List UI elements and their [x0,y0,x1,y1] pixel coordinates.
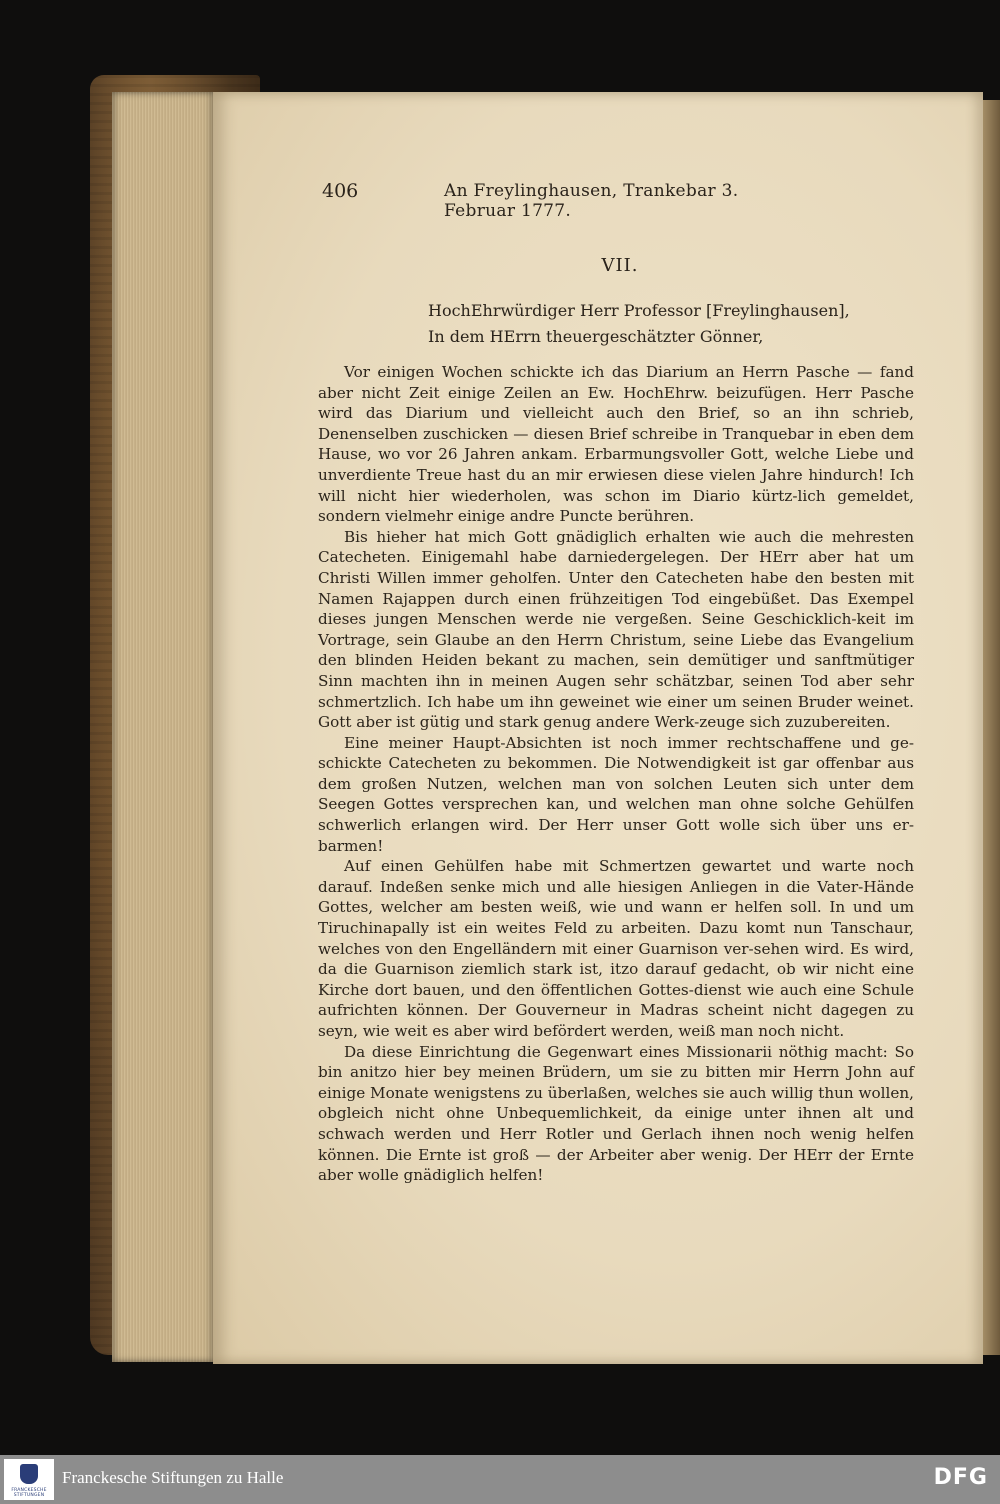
institution-name: Franckesche Stiftungen zu Halle [62,1468,284,1487]
page-number: 406 [322,180,359,202]
running-head [322,180,802,221]
salutation-line-1: HochEhrwürdiger Herr Professor [Freylinghausen], [428,301,850,320]
paragraph: Eine meiner Haupt-Absichten ist noch immer rechtschaffene und ge-schickte Catecheten zu bekommen. Die Notwendigkeit ist gar offenbar aus dem großen Nutzen, welchen man von solchen Leuten sich unter dem Seegen Gottes versprechen kan, und welchen man ohne solche Gehülfen schwerlich erlangen wird. Der Herr unser Gott wolle sich über uns er-barmen! [318,733,914,855]
salutation [330,298,900,350]
paragraph: Bis hieher hat mich Gott gnädiglich erhalten wie auch die mehresten Catecheten. Einigemahl habe darniedergelegen. Der HErr aber hat um Christi Willen immer geholfen. Unter den Catecheten habe den besten mit Namen Rajappen durch einen frühzeitigen Tod eingebüßet. Das Exempel dieses jungen Menschen werde nie vergeßen. Seine Geschicklich-keit im Vortrage, sein Glaube an den Herrn Christum, seine Liebe das Evangelium den blinden Heiden bekant zu machen, sein demütiger und sanftmütiger Sinn machten ihn in meinen Augen sehr schätzbar, seinen Tod aber sehr schmertzlich. Ich habe um ihn geweinet wie einer um seinen Bruder weinet. Gott aber ist gütig und stark genug andere Werk-zeuge sich zuzubereiten. [318,527,914,732]
crest-icon [20,1464,38,1484]
paragraph: Auf einen Gehülfen habe mit Schmertzen gewartet und warte noch darauf. Indeßen senke mich und alle hiesigen Anliegen in die Vater-Hände Gottes, welcher am besten weiß, wie und wann er helfen soll. In und um Tiruchinapally ist ein weites Feld zu arbeiten. Dazu komt nun Tanschaur, welches von den Engelländern mit einer Guarnison ver-sehen wird. Es wird, da die Guarnison ziemlich stark ist, itzo darauf gedacht, ob wir nicht eine Kirche dort bauen, und den öffentlichen Gottes-dienst wie auch eine Schule aufrichten können. Der Gouverneur in Madras scheint nicht dagegen zu seyn, wie weit es aber wird befördert werden, weiß man noch nicht. [318,857,914,1040]
salutation-line-2: In dem HErrn theuergeschätzter Gönner, [428,327,764,346]
logo-caption: FRANCKESCHE STIFTUNGEN [11,1488,47,1498]
paragraph: Da diese Einrichtung die Gegenwart eines Missionarii nöthig macht: So bin anitzo hier bey meinen Brüdern, um sie zu bitten mir Herrn John auf einige Monate wenigstens zu überlaßen, welches sie auch willig thun wollen, obgleich nicht ohne Unbequemlichkeit, da einige unter ihnen alt und schwach werden und Herr Rotler und Gerlach ihnen noch wenig helfen können. Die Ernte ist groß — der Arbeiter aber wenig. Der HErr der Ernte aber wolle gnädiglich helfen! [318,1042,914,1185]
page-edges [112,92,217,1362]
institution-logo[interactable] [4,1459,54,1500]
dfg-logo[interactable]: DFG [933,1465,988,1490]
running-head-text: An Freylinghausen, Trankebar 3. Februar 1777. [444,181,739,221]
paragraph: Vor einigen Wochen schickte ich das Diarium an Herrn Pasche — fand aber nicht Zeit einige Zeilen an Ew. HochEhrw. beizufügen. Herr Pasche wird das Diarium und vielleicht auch den Brief, so an ihn schrieb, Denenselben zuschicken — diesen Brief schreibe in Tranquebar in eben dem Hause, wo vor 26 Jahren ankam. Erbarmungsvoller Gott, welche Liebe und unverdiente Treue hast du an mir erwiesen diese vielen Jahre hindurch! Ich will nicht hier wiederholen, was schon im Diario kürtz-lich gemeldet, sondern vielmehr einige andre Puncte berühren. [318,363,914,526]
chapter-number: VII. [601,255,639,276]
page-gutter-shadow [983,100,1000,1355]
footer-bar [0,1455,1000,1504]
letter-body [318,362,914,1186]
